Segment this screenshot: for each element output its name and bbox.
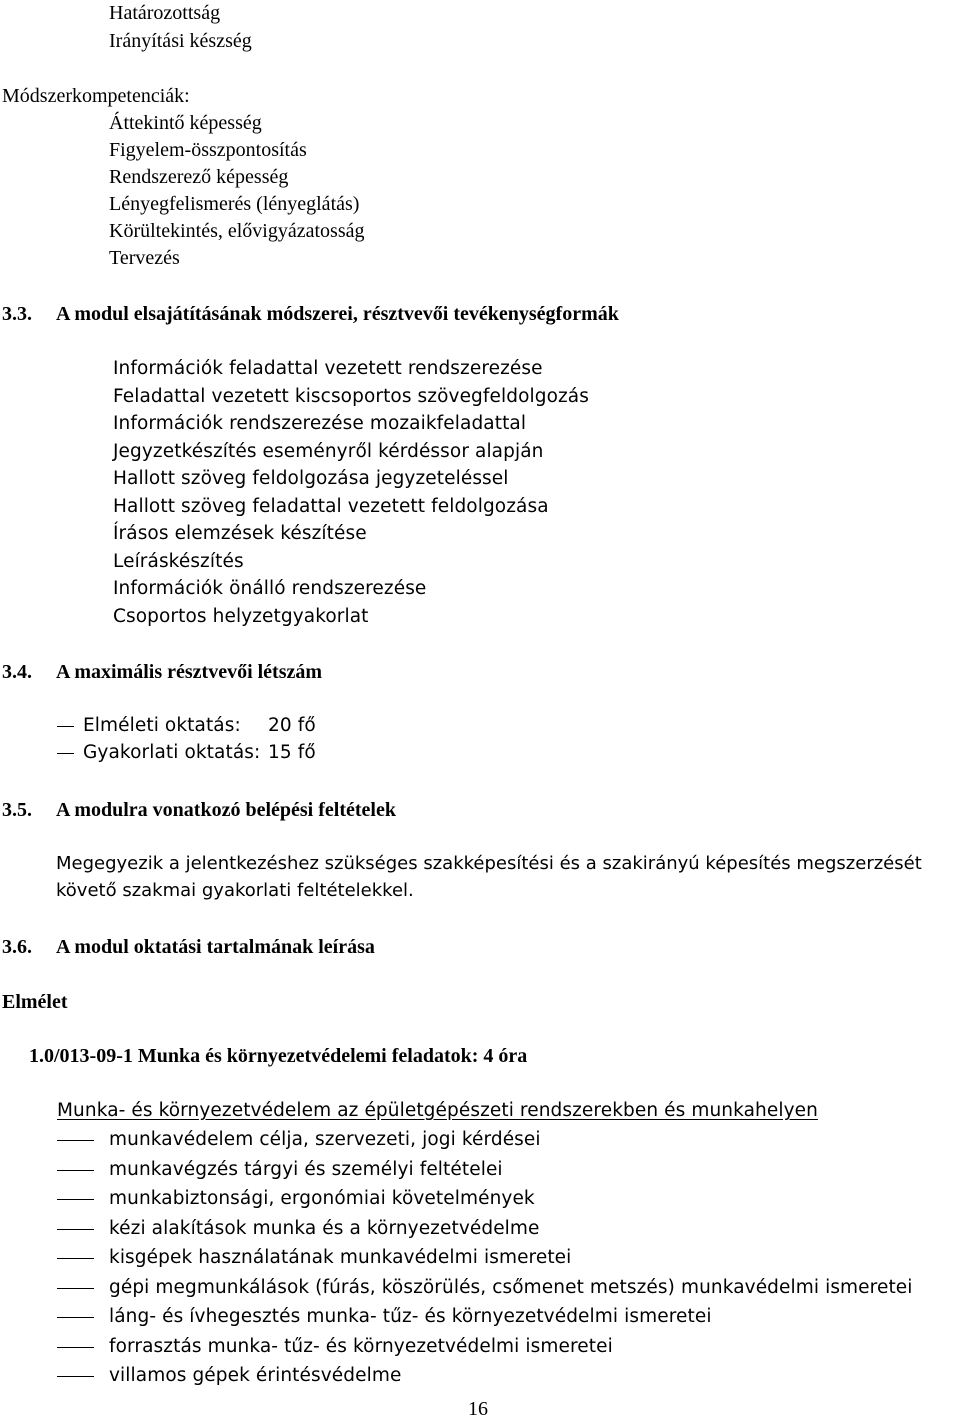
method-item: Jegyzetkészítés eseményről kérdéssor alapján (113, 441, 544, 462)
method-competency-item: Figyelem-összpontosítás (109, 139, 307, 161)
dash-bullet (57, 1347, 94, 1348)
topic-subheading: Munka- és környezetvédelem az épületgépészeti rendszerekben és munkahelyen (57, 1100, 818, 1121)
section-title: A modulra vonatkozó belépési feltételek (56, 799, 396, 821)
method-item: Írásos elemzések készítése (113, 523, 367, 544)
topic-item: munkabiztonsági, ergonómiai követelmények (109, 1188, 535, 1209)
entry-requirements-text: követő szakmai gyakorlati feltételekkel. (56, 880, 414, 901)
dash-bullet (57, 1258, 94, 1259)
topic-item: munkavédelem célja, szervezeti, jogi kérdései (109, 1129, 541, 1150)
theory-heading: Elmélet (2, 991, 68, 1013)
section-title: A maximális résztvevői létszám (56, 661, 323, 683)
method-competency-item: Tervezés (109, 247, 180, 269)
method-item: Információk feladattal vezetett rendszerezése (113, 358, 543, 379)
top-list-item: Határozottság (109, 2, 221, 24)
dash-bullet (57, 1229, 94, 1230)
topic-item: gépi megmunkálások (fúrás, köszörülés, csőmenet metszés) munkavédelmi ismeretei (109, 1277, 913, 1298)
method-item: Leíráskészítés (113, 551, 244, 572)
section-number: 3.3. (2, 303, 32, 325)
entry-requirements-text: Megegyezik a jelentkezéshez szükséges szakképesítési és a szakirányú képesítés megszerzését (56, 853, 922, 874)
section-number: 3.6. (2, 936, 32, 958)
section-title: A modul elsajátításának módszerei, résztvevői tevékenységformák (56, 303, 619, 325)
section-number: 3.4. (2, 661, 32, 683)
topic-item: munkavégzés tárgyi és személyi feltételei (109, 1159, 503, 1180)
method-item: Hallott szöveg feladattal vezetett feldolgozása (113, 496, 549, 517)
method-item: Csoportos helyzetgyakorlat (113, 606, 369, 627)
method-item: Hallott szöveg feldolgozása jegyzeteléssel (113, 468, 509, 489)
method-competency-item: Rendszerező képesség (109, 166, 289, 188)
module-title: 1.0/013-09-1 Munka és környezetvédelemi feladatok: 4 óra (29, 1045, 528, 1067)
topic-item: kézi alakítások munka és a környezetvédelme (109, 1218, 540, 1239)
topic-item: láng- és ívhegesztés munka- tűz- és környezetvédelmi ismeretei (109, 1306, 712, 1327)
dash-bullet (57, 1288, 94, 1289)
participant-label: Elméleti oktatás: (83, 715, 241, 736)
dash-bullet (57, 1317, 94, 1318)
dash-bullet (57, 753, 74, 754)
topic-item: villamos gépek érintésvédelme (109, 1365, 402, 1386)
dash-bullet (57, 1199, 94, 1200)
participant-value: 15 fő (268, 742, 316, 763)
section-number: 3.5. (2, 799, 32, 821)
method-competency-item: Áttekintő képesség (109, 112, 262, 134)
dash-bullet (57, 1376, 94, 1377)
participant-label: Gyakorlati oktatás: (83, 742, 261, 763)
participant-value: 20 fő (268, 715, 316, 736)
section-title: A modul oktatási tartalmának leírása (56, 936, 375, 958)
method-item: Információk rendszerezése mozaikfeladattal (113, 413, 527, 434)
dash-bullet (57, 726, 74, 727)
page-number: 16 (468, 1398, 488, 1420)
top-list-item: Irányítási készség (109, 30, 252, 52)
method-competency-item: Körültekintés, elővigyázatosság (109, 220, 365, 242)
topic-item: kisgépek használatának munkavédelmi ismeretei (109, 1247, 572, 1268)
method-item: Feladattal vezetett kiscsoportos szövegfeldolgozás (113, 386, 589, 407)
method-competency-item: Lényegfelismerés (lényeglátás) (109, 193, 360, 215)
topic-item: forrasztás munka- tűz- és környezetvédelmi ismeretei (109, 1336, 613, 1357)
method-competencies-heading: Módszerkompetenciák: (2, 85, 190, 107)
method-item: Információk önálló rendszerezése (113, 578, 427, 599)
dash-bullet (57, 1140, 94, 1141)
dash-bullet (57, 1170, 94, 1171)
